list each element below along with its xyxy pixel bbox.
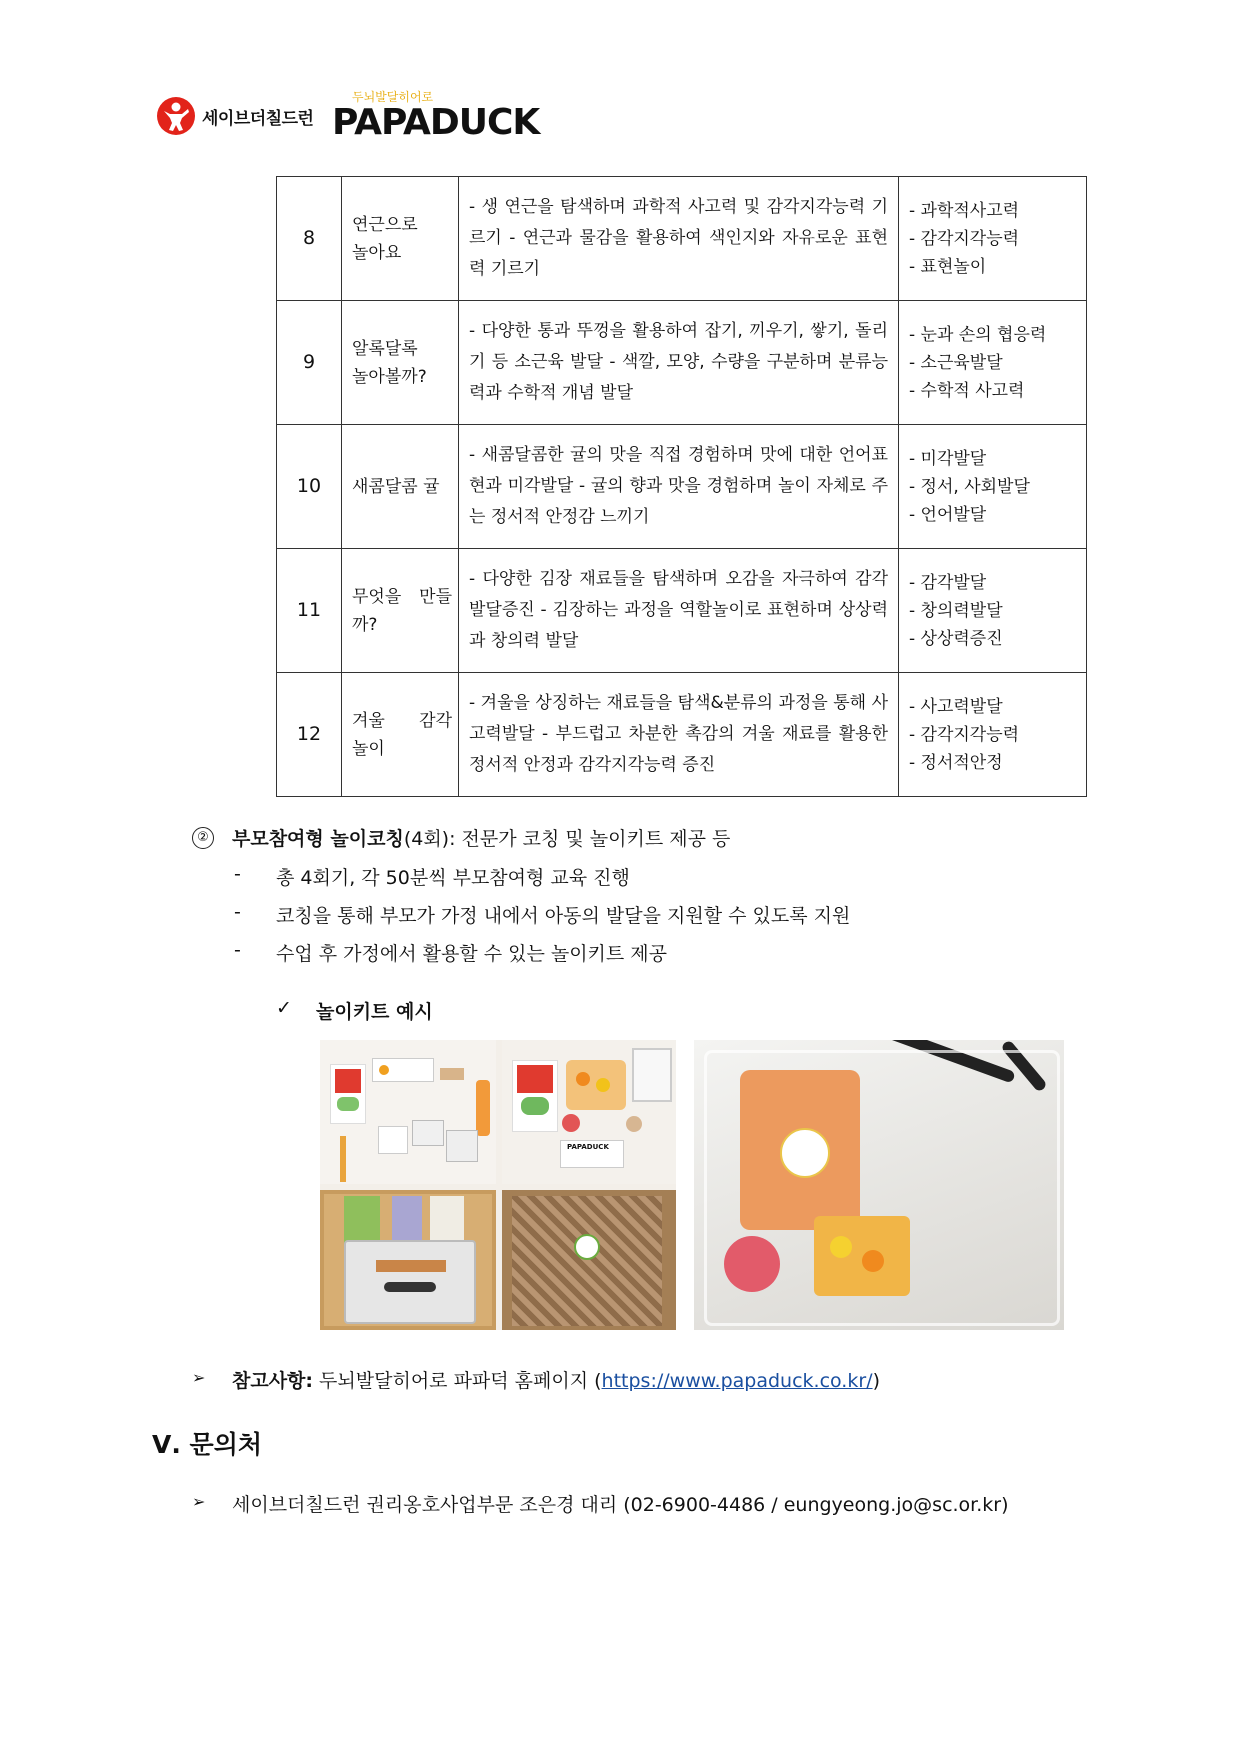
coaching-title: 부모참여형 놀이코칭 bbox=[232, 828, 404, 850]
coaching-count: (4회) bbox=[403, 828, 450, 850]
kit-heading: 놀이키트 예시 bbox=[316, 1001, 433, 1023]
kit-items-photo bbox=[320, 1040, 496, 1184]
goal-item: - 사고력발달 bbox=[909, 696, 1003, 717]
kit-label: PAPADUCK bbox=[567, 1143, 609, 1151]
session-title bbox=[342, 549, 459, 673]
goal-item: - 정서적안정 bbox=[909, 752, 1003, 773]
coaching-bullet: 총 4회기, 각 50분씩 부모참여형 교육 진행 bbox=[276, 867, 630, 889]
program-row bbox=[277, 177, 1087, 301]
contact-line: 세이브더칠드런 권리옹호사업부문 조은경 대리 (02-6900-4486 / eungyeong.jo@sc.or.kr) bbox=[232, 1494, 1009, 1516]
papaduck-homepage-link[interactable]: https://www.papaduck.co.kr/ bbox=[601, 1370, 873, 1392]
goal-item: - 언어발달 bbox=[909, 504, 987, 525]
checkmark-icon: ✓ bbox=[276, 997, 292, 1019]
coaching-heading bbox=[232, 824, 730, 851]
session-goals bbox=[899, 673, 1087, 797]
session-title-line: 놀아요 bbox=[352, 242, 402, 263]
session-description: - 새콤달콤한 귤의 맛을 직접 경험하며 맛에 대한 언어표현과 미각발달 - 귤의 향과 맛을 경험하며 놀이 자체로 주는 정서적 안정감 느끼기 bbox=[459, 425, 899, 549]
goal-item: - 상상력증진 bbox=[909, 628, 1003, 649]
session-number: 8 bbox=[277, 177, 342, 301]
org-name: 세이브더칠드런 bbox=[202, 108, 314, 129]
goal-item: - 수학적 사고력 bbox=[909, 380, 1025, 401]
dash-marker: - bbox=[234, 939, 241, 961]
session-title-line: 까? bbox=[352, 614, 378, 635]
save-the-children-emblem-icon bbox=[156, 96, 196, 136]
dash-marker: - bbox=[234, 901, 241, 923]
goal-item: - 창의력발달 bbox=[909, 600, 1003, 621]
reference-line bbox=[232, 1366, 880, 1393]
reference-label: 참고사항: bbox=[232, 1370, 314, 1392]
goal-item: - 소근육발달 bbox=[909, 352, 1003, 373]
session-number: 12 bbox=[277, 673, 342, 797]
reference-text: 두뇌발달히어로 파파덕 홈페이지 ( bbox=[313, 1370, 602, 1392]
program-row bbox=[277, 301, 1087, 425]
goal-item: - 표현놀이 bbox=[909, 256, 987, 277]
session-number: 10 bbox=[277, 425, 342, 549]
session-title-line: 겨울 감각 bbox=[352, 710, 452, 731]
kit-box-photo bbox=[502, 1190, 676, 1330]
session-title bbox=[342, 673, 459, 797]
session-goals bbox=[899, 301, 1087, 425]
section-number-badge: ② bbox=[192, 827, 214, 849]
session-goals bbox=[899, 177, 1087, 301]
session-number: 9 bbox=[277, 301, 342, 425]
session-goals bbox=[899, 425, 1087, 549]
session-title-line: 무엇을 만들 bbox=[352, 586, 452, 607]
session-number: 11 bbox=[277, 549, 342, 673]
kit-items-photo bbox=[502, 1040, 676, 1184]
brand-name: PAPADUCK bbox=[332, 102, 540, 143]
goal-item: - 과학적사고력 bbox=[909, 200, 1020, 221]
session-title bbox=[342, 425, 459, 549]
session-title-line: 놀아볼까? bbox=[352, 366, 427, 387]
session-description: - 겨울을 상징하는 재료들을 탐색&분류의 과정을 통해 사고력발달 - 부드럽고 차분한 촉감의 겨울 재료를 활용한 정서적 안정과 감각지각능력 증진 bbox=[459, 673, 899, 797]
arrow-bullet-icon: ➢ bbox=[192, 1368, 206, 1387]
goal-item: - 정서, 사회발달 bbox=[909, 476, 1030, 497]
program-row bbox=[277, 425, 1087, 549]
contact-section-title: Ⅴ. 문의처 bbox=[152, 1430, 262, 1459]
coaching-bullet: 코칭을 통해 부모가 가정 내에서 아동의 발달을 지원할 수 있도록 지원 bbox=[276, 905, 851, 927]
goal-item: - 미각발달 bbox=[909, 448, 987, 469]
save-the-children-logo bbox=[156, 96, 313, 136]
program-row bbox=[277, 549, 1087, 673]
dash-marker: - bbox=[234, 863, 241, 885]
kit-photo-collage bbox=[320, 1040, 676, 1330]
session-goals bbox=[899, 549, 1087, 673]
session-title-line: 새콤달콤 귤 bbox=[352, 476, 440, 497]
session-title-line: 알록달록 bbox=[352, 338, 418, 359]
session-description: - 다양한 김장 재료들을 탐색하며 오감을 자극하여 감각발달증진 - 김장하는 과정을 역할놀이로 표현하며 상상력과 창의력 발달 bbox=[459, 549, 899, 673]
goal-item: - 감각발달 bbox=[909, 572, 987, 593]
program-table bbox=[276, 176, 1087, 797]
brand-tagline: 두뇌발달히어로 bbox=[352, 90, 434, 104]
reference-close: ) bbox=[872, 1370, 880, 1392]
coaching-bullet: 수업 후 가정에서 활용할 수 있는 놀이키트 제공 bbox=[276, 943, 668, 965]
program-table-body bbox=[277, 177, 1087, 797]
program-row bbox=[277, 673, 1087, 797]
kit-box-photo bbox=[320, 1190, 496, 1330]
kit-container-photo bbox=[694, 1040, 1064, 1330]
session-title bbox=[342, 301, 459, 425]
coaching-summary: : 전문가 코칭 및 놀이키트 제공 등 bbox=[449, 828, 731, 850]
session-title bbox=[342, 177, 459, 301]
session-description: - 생 연근을 탐색하며 과학적 사고력 및 감각지각능력 기르기 - 연근과 물감을 활용하여 색인지와 자유로운 표현력 기르기 bbox=[459, 177, 899, 301]
session-description: - 다양한 통과 뚜껑을 활용하여 잡기, 끼우기, 쌓기, 돌리기 등 소근육 발달 - 색깔, 모양, 수량을 구분하며 분류능력과 수학적 개념 발달 bbox=[459, 301, 899, 425]
session-title-line: 연근으로 bbox=[352, 214, 418, 235]
goal-item: - 감각지각능력 bbox=[909, 724, 1020, 745]
page-header bbox=[156, 88, 556, 148]
goal-item: - 감각지각능력 bbox=[909, 228, 1020, 249]
goal-item: - 눈과 손의 협응력 bbox=[909, 324, 1047, 345]
arrow-bullet-icon: ➢ bbox=[192, 1492, 206, 1511]
session-title-line: 놀이 bbox=[352, 738, 385, 759]
